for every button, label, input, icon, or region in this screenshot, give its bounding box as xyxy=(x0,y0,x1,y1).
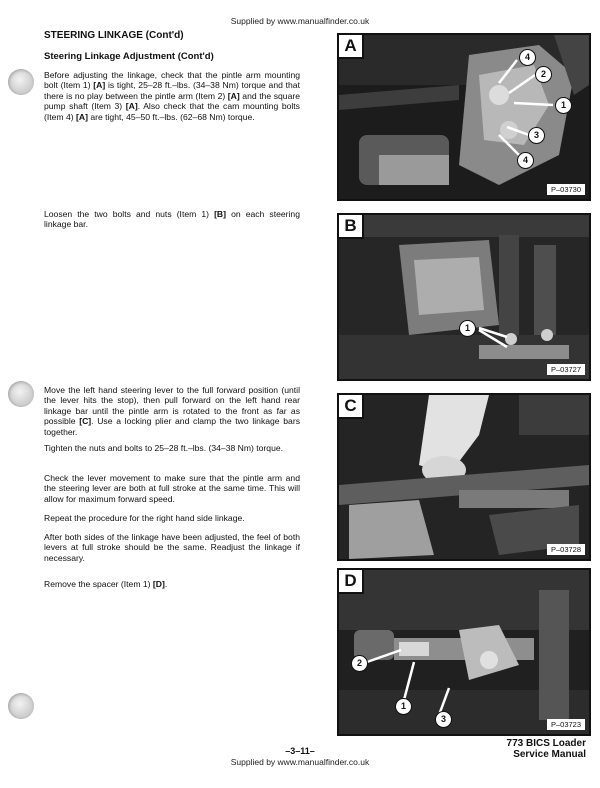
subsection-title: Steering Linkage Adjustment (Cont'd) xyxy=(44,51,214,62)
figure-a-label: A xyxy=(339,35,364,59)
figure-a-photo-number: P–03730 xyxy=(547,184,585,195)
figure-b-illustration xyxy=(339,215,589,379)
paragraph-check-pintle: Before adjusting the linkage, check that the pintle arm mounting bolt (Item 1) [A] is tight, 25–28 ft.–lbs. (34–38 Nm) torque and that there is no play between the pintle arm (Item 2) [A] and the square pump shaft (Item 3) [A]. Also check that the cam mounting bolts (Item 4) [A] are tight, 45–50 ft.–lbs. (62–68 Nm) torque. xyxy=(44,70,300,122)
paragraph-remove-spacer: Remove the spacer (Item 1) [D]. xyxy=(44,579,168,589)
figure-c-label: C xyxy=(339,395,364,419)
figure-c-illustration xyxy=(339,395,589,559)
binder-hole-top xyxy=(8,69,34,95)
figure-b-callout: 1 xyxy=(459,320,476,337)
binder-hole-middle xyxy=(8,381,34,407)
figure-d-photo-number: P–03723 xyxy=(547,719,585,730)
paragraph-after-adjusted: After both sides of the linkage have been adjusted, the feel of both levers at full stroke should be the same. Readjust the linkage if necessary. xyxy=(44,532,300,563)
page-number: –3–11– xyxy=(285,746,315,756)
figure-b-label: B xyxy=(339,215,364,239)
paragraph-tighten-nuts: Tighten the nuts and bolts to 25–28 ft.–lbs. (34–38 Nm) torque. xyxy=(44,443,284,453)
manual-title-line1: 773 BICS Loader xyxy=(506,738,586,749)
supplier-watermark-top: Supplied by www.manualfinder.co.uk xyxy=(230,16,370,26)
figure-a-callout: 2 xyxy=(535,66,552,83)
section-title: STEERING LINKAGE (Cont'd) xyxy=(44,30,184,41)
figure-a-callout: 4 xyxy=(519,49,536,66)
figure-d-callout: 2 xyxy=(351,655,368,672)
figure-d-illustration xyxy=(339,570,589,734)
figure-a-photo xyxy=(337,33,591,201)
figure-d-callout: 1 xyxy=(395,698,412,715)
figure-d-photo xyxy=(337,568,591,736)
figure-b-photo-number: P–03727 xyxy=(547,364,585,375)
supplier-watermark-bottom: Supplied by www.manualfinder.co.uk xyxy=(230,757,370,767)
paragraph-loosen-bolts: Loosen the two bolts and nuts (Item 1) [B] on each steering linkage bar. xyxy=(44,209,300,230)
figure-a-illustration xyxy=(339,35,589,199)
figure-d-callout: 3 xyxy=(435,711,452,728)
figure-a-callout: 4 xyxy=(517,152,534,169)
paragraph-move-lever: Move the left hand steering lever to the full forward position (until the lever hits the stop), then pull forward on the left hand rear linkage bar until the pintle arm is rotated to the front as far as possible [C]. Use a locking plier and clamp the two linkage bars together. xyxy=(44,385,300,437)
paragraph-check-movement: Check the lever movement to make sure that the pintle arm and the steering lever are both at full stroke at the same time. This will allow for maximum forward speed. xyxy=(44,473,300,504)
figure-a-callout: 3 xyxy=(528,127,545,144)
figure-c-photo xyxy=(337,393,591,561)
binder-hole-bottom xyxy=(8,693,34,719)
figure-d-label: D xyxy=(339,570,364,594)
figure-a-callout: 1 xyxy=(555,97,572,114)
figure-b-photo xyxy=(337,213,591,381)
figure-c-photo-number: P–03728 xyxy=(547,544,585,555)
manual-title-line2: Service Manual xyxy=(513,749,586,760)
paragraph-repeat-procedure: Repeat the procedure for the right hand side linkage. xyxy=(44,513,245,523)
